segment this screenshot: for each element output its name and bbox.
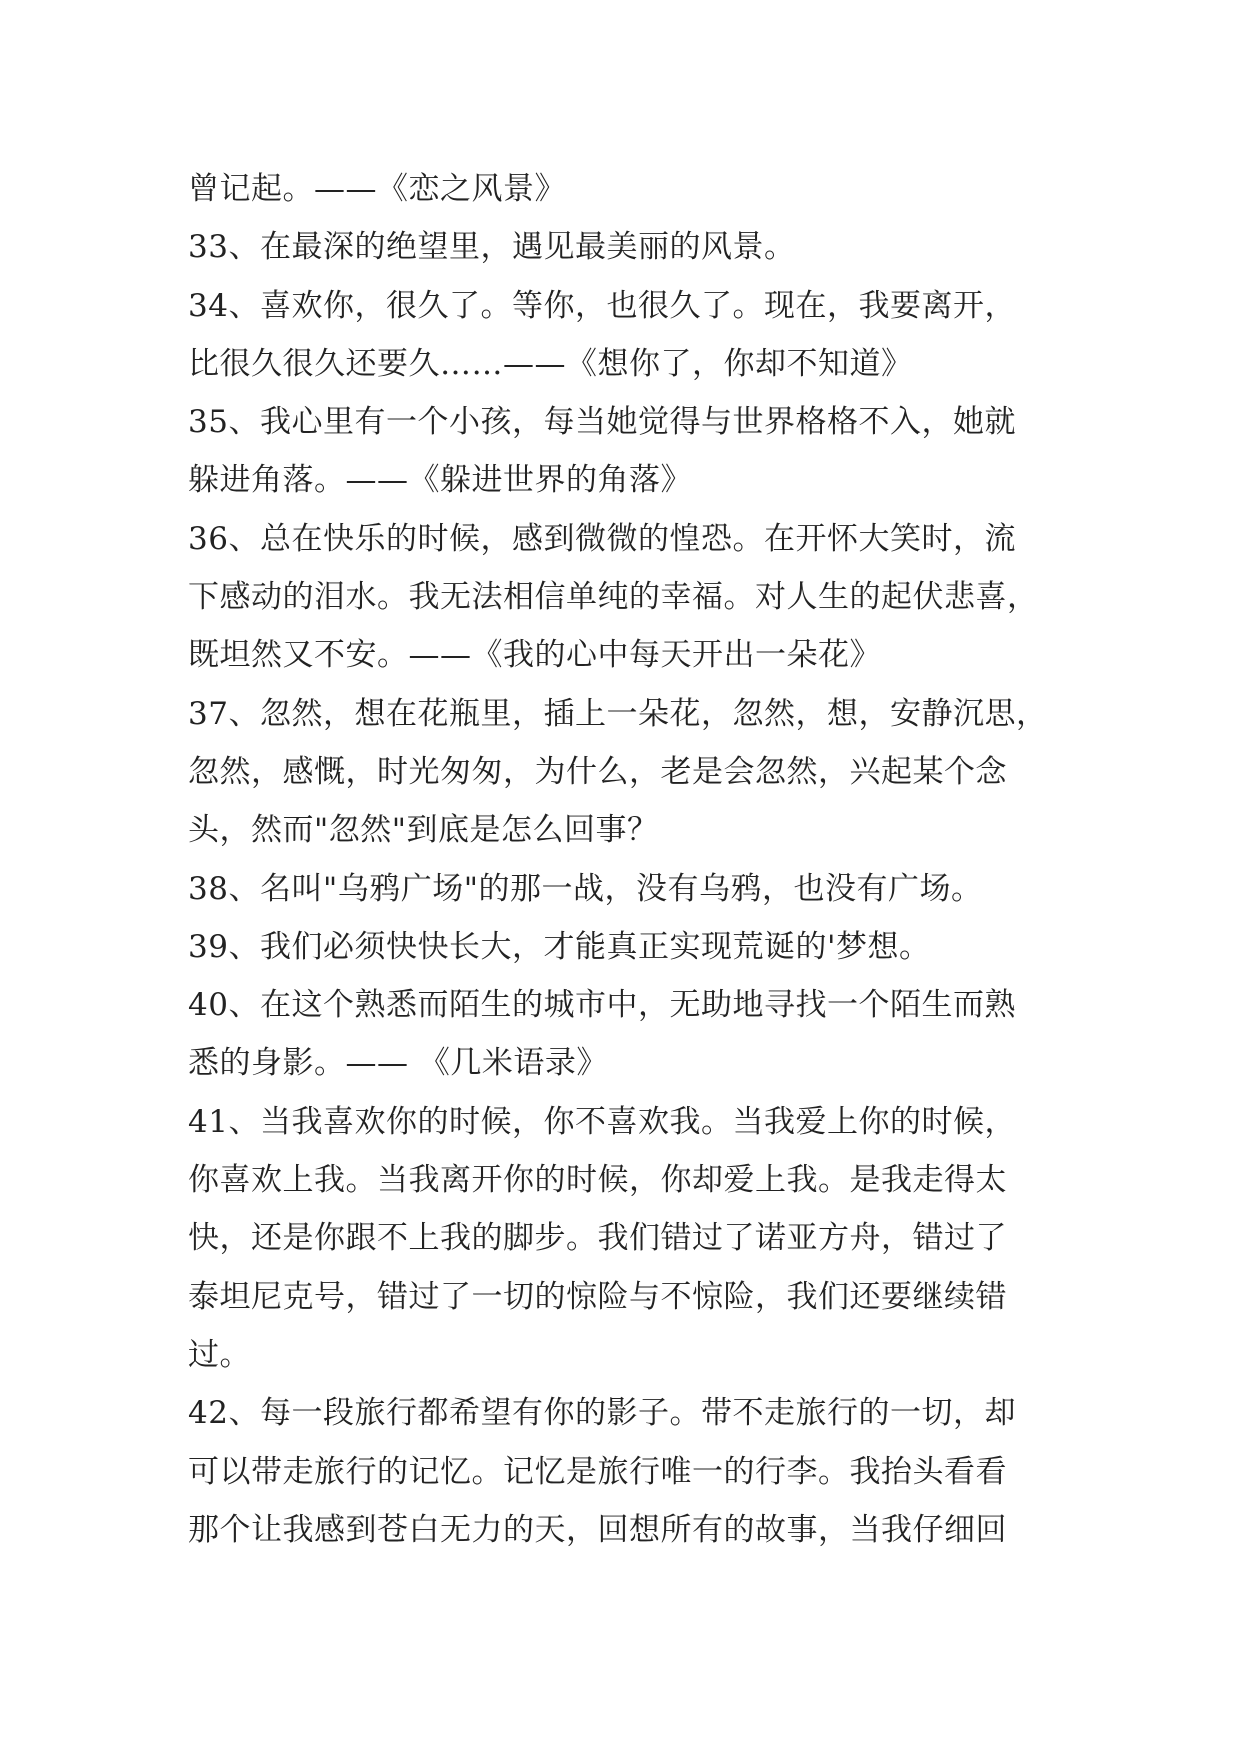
- text-line: 36、总在快乐的时候，感到微微的惶恐。在开怀大笑时，流: [188, 520, 1016, 557]
- text-line: 37、忽然，想在花瓶里，插上一朵花，忽然，想，安静沉思，: [188, 695, 1048, 732]
- text-line: 下感动的泪水。我无法相信单纯的幸福。对人生的起伏悲喜，: [188, 579, 1039, 616]
- text-line: 比很久很久还要久……——《想你了，你却不知道》: [188, 345, 913, 382]
- text-line: 35、我心里有一个小孩，每当她觉得与世界格格不入，她就: [188, 404, 1016, 441]
- text-line: 头，然而"忽然"到底是怎么回事？: [188, 812, 659, 849]
- text-line: 躲进角落。——《躲进世界的角落》: [188, 462, 692, 499]
- text-line: 38、名叫"乌鸦广场"的那一战，没有乌鸦，也没有广场。: [188, 870, 983, 907]
- text-line: 40、在这个熟悉而陌生的城市中，无助地寻找一个陌生而熟: [188, 987, 1016, 1024]
- text-line: 42、每一段旅行都希望有你的影子。带不走旅行的一切，却: [188, 1395, 1016, 1432]
- text-line: 忽然，感慨，时光匆匆，为什么，老是会忽然，兴起某个念: [188, 753, 1007, 790]
- text-line: 那个让我感到苍白无力的天，回想所有的故事，当我仔细回: [188, 1511, 1007, 1548]
- text-line: 快，还是你跟不上我的脚步。我们错过了诺亚方舟，错过了: [188, 1220, 1007, 1257]
- text-line: 39、我们必须快快长大，才能真正实现荒诞的'梦想。: [188, 928, 931, 965]
- document-text: [188, 160, 1068, 1559]
- text-line: 既坦然又不安。——《我的心中每天开出一朵花》: [188, 637, 881, 674]
- text-line: 你喜欢上我。当我离开你的时候，你却爱上我。是我走得太: [188, 1162, 1007, 1199]
- text-line: 41、当我喜欢你的时候，你不喜欢我。当我爱上你的时候，: [188, 1103, 1016, 1140]
- text-line: 33、在最深的绝望里，遇见最美丽的风景。: [188, 229, 796, 266]
- text-line: 泰坦尼克号，错过了一切的惊险与不惊险，我们还要继续错: [188, 1278, 1007, 1315]
- text-line: 可以带走旅行的记忆。记忆是旅行唯一的行李。我抬头看看: [188, 1453, 1007, 1490]
- text-line: 过。: [188, 1336, 251, 1373]
- text-line: 曾记起。——《恋之风景》: [188, 171, 566, 207]
- text-line: 悉的身影。—— 《几米语录》: [188, 1045, 608, 1082]
- text-line: 34、喜欢你，很久了。等你，也很久了。现在，我要离开，: [188, 287, 1016, 324]
